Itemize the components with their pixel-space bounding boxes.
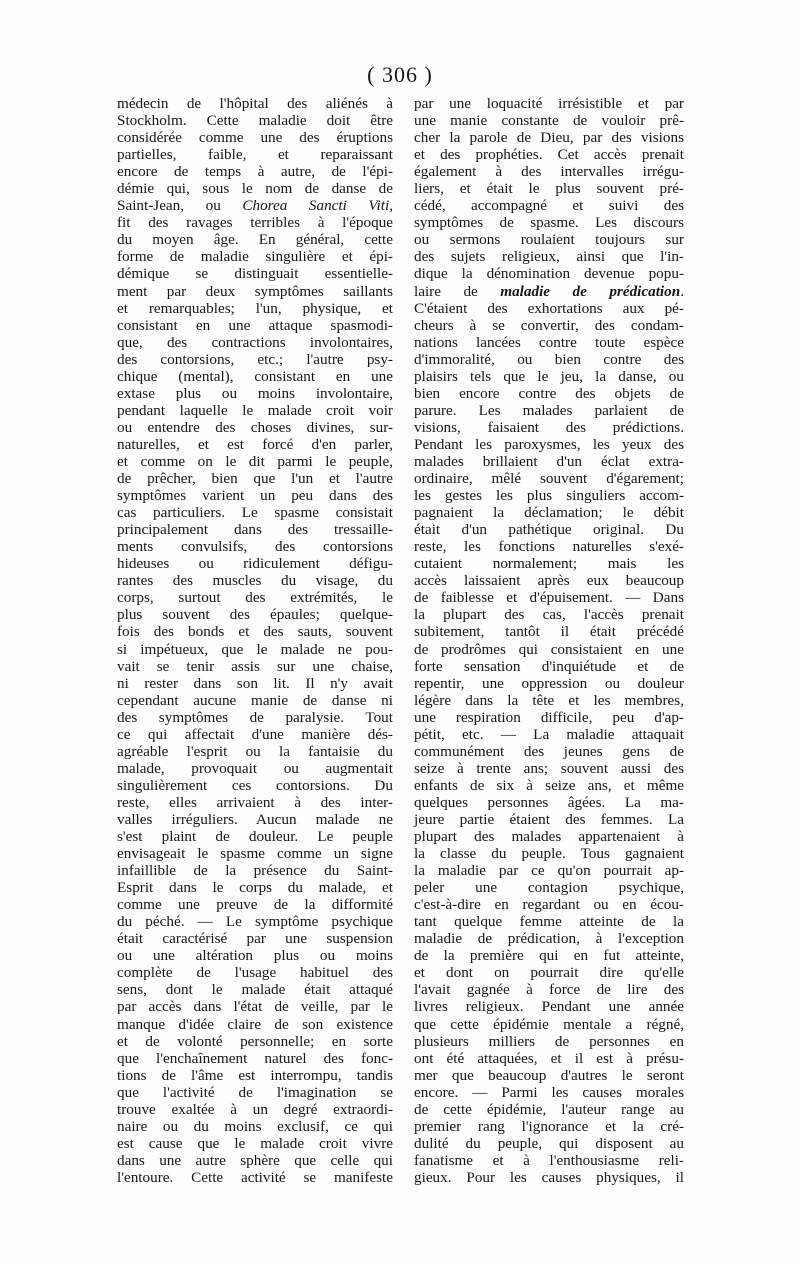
text-line: ments convulsifs, des contorsions <box>117 538 393 556</box>
text-line: ni rester dans son lit. Il n'y avait <box>117 674 393 692</box>
text-line: Esprit dans le corps du malade, et <box>117 879 393 897</box>
text-line: ou entendre des choses divines, sur- <box>117 418 393 436</box>
text-line: accès laissaient après eux beaucoup <box>414 572 684 590</box>
text-line: tions de l'âme est interrompu, tandis <box>117 1066 393 1084</box>
text-line: s'est plaint de douleur. Le peuple <box>117 828 393 846</box>
text-line: et remarquables; l'un, physique, et <box>117 299 393 317</box>
text-line: C'étaient des exhortations aux pé- <box>414 299 684 317</box>
text-line: partielles, faible, et reparaissant <box>117 146 393 164</box>
text-line: parure. Les malades parlaient de <box>414 401 684 419</box>
text-line: trouve exaltée à un degré extraordi- <box>117 1100 393 1118</box>
text-line: encore de temps à autre, de l'épi- <box>117 163 393 181</box>
text-line: rantes des muscles du visage, du <box>117 572 393 590</box>
text-line: tant quelque femme atteinte de la <box>414 913 684 931</box>
text-line: ordinaire, mêlé souvent d'égarement; <box>414 470 684 488</box>
text-line: et des prophéties. Cet accès prenait <box>414 146 684 164</box>
text-line: fanatisme et à l'enthousiasme reli- <box>414 1151 684 1169</box>
text-line: et comme on le dit parmi le peuple, <box>117 452 393 470</box>
text-line: cédé, accompagné et suivi des <box>414 197 684 215</box>
right-column <box>414 95 684 1186</box>
text-line: enfants de six à seize ans, et même <box>414 776 684 794</box>
text-line: nations lancées contre toute espèce <box>414 333 684 351</box>
text-line: plusieurs milliers de personnes en <box>414 1032 684 1050</box>
text-line: consistant en une attaque spasmodi- <box>117 316 393 334</box>
text-line: naturelles, et est forcé d'en parler, <box>117 435 393 453</box>
text-line: de prêcher, bien que l'un et l'autre <box>117 470 393 488</box>
text-line: communément des jeunes gens de <box>414 742 684 760</box>
text-line: dulité du peuple, qui disposent au <box>414 1134 684 1152</box>
text-line: encore. — Parmi les causes morales <box>414 1083 684 1101</box>
text-line: que cette épidémie mentale a régné, <box>414 1015 684 1033</box>
text-line: de la première qui en fut atteinte, <box>414 947 684 965</box>
text-line: reste, les fonctions naturelles s'exé- <box>414 538 684 556</box>
text-line: médecin de l'hôpital des aliénés à <box>117 95 393 112</box>
text-line: et de volonté personnelle; en sorte <box>117 1032 393 1050</box>
left-column <box>117 95 393 1186</box>
text-line: naire ou du moins exclusif, ce qui <box>117 1117 393 1135</box>
text-line: que l'enchaînement naturel des fonc- <box>117 1049 393 1067</box>
text-line: cependant aucune manie de danse ni <box>117 691 393 709</box>
text-line: forme de maladie singulière et épi- <box>117 248 393 266</box>
page-number: ( 306 ) <box>367 62 433 87</box>
text-line: cher la parole de Dieu, par des visions <box>414 129 684 147</box>
text-line: peler une contagion psychique, <box>414 879 684 897</box>
text-line: mer que beaucoup d'autres le seront <box>414 1066 684 1084</box>
text-line: une respiration difficile, peu d'ap- <box>414 708 684 726</box>
text-line: jeure partie étaient des femmes. La <box>414 810 684 828</box>
text-line: ou une altération plus ou moins <box>117 947 393 965</box>
text-line: comme une preuve de la difformité <box>117 896 393 914</box>
text-line: dique la dénomination devenue popu- <box>414 265 684 283</box>
text-line: liers, et était le plus souvent pré- <box>414 180 684 198</box>
text-line: agréable l'esprit ou la fantaisie du <box>117 742 393 760</box>
text-line: pétit, etc. — La maladie attaquait <box>414 725 684 743</box>
text-line: singulièrement ces contorsions. Du <box>117 776 393 794</box>
text-line: si impétueux, que le malade ne pou- <box>117 640 393 658</box>
text-line: Pendant les paroxysmes, les yeux des <box>414 435 684 453</box>
text-line: d'immoralité, ou bien contre des <box>414 350 684 368</box>
text-line: dans une autre sphère que celle qui <box>117 1151 393 1169</box>
text-line: laire de maladie de prédication. <box>414 282 684 300</box>
text-line: est cause que le malade croit vivre <box>117 1134 393 1152</box>
text-line: du moyen âge. En général, cette <box>117 231 393 249</box>
text-line: du péché. — Le symptôme psychique <box>117 913 393 931</box>
text-line: reste, elles arrivaient à des inter- <box>117 793 393 811</box>
text-line: subitement, tantôt il était précédé <box>414 623 684 641</box>
text-line: des contorsions, etc.; l'autre psy- <box>117 350 393 368</box>
text-line: Stockholm. Cette maladie doit être <box>117 112 393 130</box>
text-line: bien encore contre des objets de <box>414 384 684 402</box>
text-line: symptômes varient un peu dans des <box>117 487 393 505</box>
text-line: repentir, une oppression ou douleur <box>414 674 684 692</box>
text-line: pagnaient la déclamation; le débit <box>414 504 684 522</box>
text-line: infaillible de la présence du Saint- <box>117 862 393 880</box>
text-line: de prodrômes qui consistaient en une <box>414 640 684 658</box>
text-line: fit des ravages terribles à l'époque <box>117 214 393 232</box>
text-line: envisageait le spasme comme un signe <box>117 845 393 863</box>
text-line: plus souvent des épaules; quelque- <box>117 606 393 624</box>
text-line: principalement dans des tressaille- <box>117 521 393 539</box>
text-line: des sujets religieux, ainsi que l'in- <box>414 248 684 266</box>
text-line: était caractérisé par une suspension <box>117 930 393 948</box>
text-line: les gestes les plus singuliers accom- <box>414 487 684 505</box>
text-line: par une loquacité irrésistible et par <box>414 95 684 112</box>
text-line: malade, provoquait ou augmentait <box>117 759 393 777</box>
text-line: cheurs à se convertir, des condam- <box>414 316 684 334</box>
text-line: la classe du peuple. Tous gagnaient <box>414 845 684 863</box>
text-line: fois des bonds et des sauts, souvent <box>117 623 393 641</box>
text-line: plaisirs tels que le jeu, la danse, ou <box>414 367 684 385</box>
text-line: vait se tenir assis sur une chaise, <box>117 657 393 675</box>
text-line: valles irréguliers. Aucun malade ne <box>117 810 393 828</box>
text-line: maladie de prédication, à l'exception <box>414 930 684 948</box>
text-line: livres religieux. Pendant une année <box>414 998 684 1016</box>
text-line: ont été attaquées, et il est à présu- <box>414 1049 684 1067</box>
text-line: ou sermons roulaient toujours sur <box>414 231 684 249</box>
text-line: la maladie par ce qu'on pourrait ap- <box>414 862 684 880</box>
text-line: Saint-Jean, ou Chorea Sancti Viti, <box>117 197 393 215</box>
text-line: quelques personnes âgées. La ma- <box>414 793 684 811</box>
text-line: pendant laquelle le malade croit voir <box>117 401 393 419</box>
text-line: extase plus ou moins involontaire, <box>117 384 393 402</box>
text-line: démie qui, sous le nom de danse de <box>117 180 393 198</box>
text-line: gieux. Pour les causes physiques, il <box>414 1168 684 1186</box>
text-line: hideuses ou ridiculement défigu- <box>117 555 393 573</box>
text-line: et dont on pourrait dire qu'elle <box>414 964 684 982</box>
text-line: que, des contractions involontaires, <box>117 333 393 351</box>
text-line: cutaient normalement; mais les <box>414 555 684 573</box>
text-line: par accès dans l'état de veille, par le <box>117 998 393 1016</box>
text-line: manque d'idée claire de son existence <box>117 1015 393 1033</box>
text-line: sens, dont le malade était attaqué <box>117 981 393 999</box>
text-line: une manie constante de vouloir prê- <box>414 112 684 130</box>
text-line: complète de l'usage habituel des <box>117 964 393 982</box>
text-line: également à des intervalles irrégu- <box>414 163 684 181</box>
text-line: des symptômes de paralysie. Tout <box>117 708 393 726</box>
text-line: la plupart des cas, l'accès prenait <box>414 606 684 624</box>
text-line: seize à trente ans; souvent aussi des <box>414 759 684 777</box>
text-line: symptômes de spasme. Les discours <box>414 214 684 232</box>
text-line: ce qui affectait d'une manière dés- <box>117 725 393 743</box>
text-line: corps, surtout des extrémités, le <box>117 589 393 607</box>
text-line: était d'un pathétique original. Du <box>414 521 684 539</box>
text-line: forte sensation d'inquiétude et de <box>414 657 684 675</box>
text-line: chique (mental), consistant en une <box>117 367 393 385</box>
text-line: de cette épidémie, l'auteur range au <box>414 1100 684 1118</box>
text-line: l'entoure. Cette activité se manifeste <box>117 1168 393 1186</box>
text-line: démique se distinguait essentielle- <box>117 265 393 283</box>
text-line: c'est-à-dire en regardant ou en écou- <box>414 896 684 914</box>
text-line: premier rang l'ignorance et la cré- <box>414 1117 684 1135</box>
text-line: ment par deux symptômes saillants <box>117 282 393 300</box>
text-line: de faiblesse et d'épuisement. — Dans <box>414 589 684 607</box>
text-line: cas particuliers. Le spasme consistait <box>117 504 393 522</box>
text-line: malades brillaient d'un éclat extra- <box>414 452 684 470</box>
text-line: considérée comme une des éruptions <box>117 129 393 147</box>
text-line: plupart des malades appartenaient à <box>414 828 684 846</box>
text-line: légère dans la tête et les membres, <box>414 691 684 709</box>
text-line: l'avait gagnée à force de lire des <box>414 981 684 999</box>
text-line: que l'activité de l'imagination se <box>117 1083 393 1101</box>
text-line: visions, faisaient des prédictions. <box>414 418 684 436</box>
